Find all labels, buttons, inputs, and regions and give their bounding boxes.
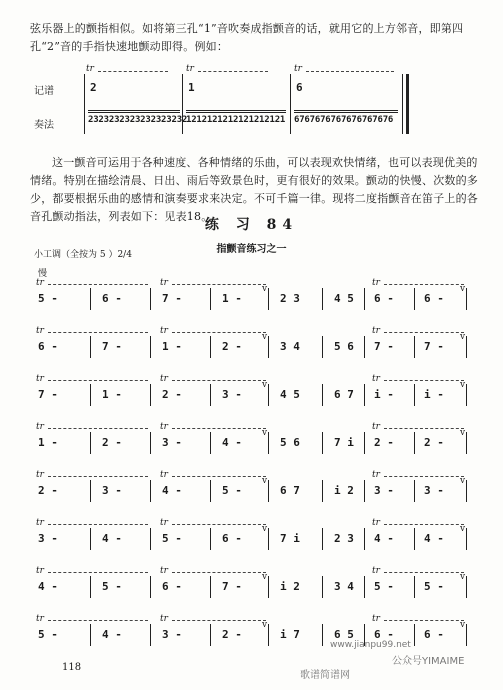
barline <box>150 528 151 550</box>
trill-mark: tr <box>36 518 44 528</box>
written-note: 1 <box>188 81 195 94</box>
barline <box>364 480 365 502</box>
barline <box>414 480 415 502</box>
barline <box>466 336 467 358</box>
trill-line <box>48 524 148 525</box>
trill-mark: tr <box>160 470 168 480</box>
barline <box>268 528 269 550</box>
barline <box>84 74 85 134</box>
barline <box>322 528 323 550</box>
breath-mark: v <box>460 524 466 534</box>
barline <box>414 576 415 598</box>
barline <box>322 624 323 646</box>
barline <box>210 384 211 406</box>
barline <box>90 384 91 406</box>
page-number: 118 <box>62 662 82 673</box>
barline <box>466 624 467 646</box>
measure-notes: 1 - <box>222 292 242 305</box>
measure-notes: 3 - <box>424 484 444 497</box>
barline <box>322 480 323 502</box>
measure-notes: 7 - <box>374 340 394 353</box>
trill-mark: tr <box>160 326 168 336</box>
measure-notes: i - <box>424 388 444 401</box>
played-notes: 1212121212121212121 <box>186 115 286 125</box>
trill-mark: tr <box>372 422 380 432</box>
barline <box>364 432 365 454</box>
trill-mark: tr <box>160 614 168 624</box>
measure-notes: 2 - <box>222 340 242 353</box>
barline <box>268 336 269 358</box>
measure-notes: 7 - <box>38 388 58 401</box>
breath-mark: v <box>460 476 466 486</box>
measure-notes: 3 - <box>162 628 182 641</box>
exercise-title: 练 习 84 <box>204 217 299 233</box>
trill-line <box>48 476 148 477</box>
measure-notes: 4 5 <box>334 292 354 305</box>
measure-notes: 6 - <box>222 532 242 545</box>
trill-mark: tr <box>160 566 168 576</box>
trill-line <box>172 428 266 429</box>
trill-mark: tr <box>36 374 44 384</box>
measure-notes: 6 7 <box>334 388 354 401</box>
measure-notes: 4 - <box>424 532 444 545</box>
breath-mark: v <box>460 620 466 630</box>
barline <box>150 624 151 646</box>
barline <box>90 432 91 454</box>
barline <box>150 576 151 598</box>
barline <box>466 576 467 598</box>
measure-notes: 5 6 <box>334 340 354 353</box>
breath-mark: v <box>262 284 268 294</box>
barline <box>414 432 415 454</box>
barline <box>290 74 291 134</box>
measure-notes: 6 - <box>374 628 394 641</box>
trill-line <box>172 620 266 621</box>
measure-notes: 7 - <box>222 580 242 593</box>
trill-line <box>384 332 464 333</box>
beam <box>294 110 398 111</box>
breath-mark: v <box>460 380 466 390</box>
measure-notes: 6 - <box>374 292 394 305</box>
measure-notes: 7 - <box>162 292 182 305</box>
barline <box>364 288 365 310</box>
trill-line <box>48 380 148 381</box>
played-notes: 6767676767676767676 <box>294 115 394 125</box>
barline <box>90 336 91 358</box>
measure-notes: 4 - <box>374 532 394 545</box>
barline <box>210 432 211 454</box>
trill-line <box>48 284 148 285</box>
trill-line <box>172 524 266 525</box>
barline <box>268 624 269 646</box>
measure-notes: 7 - <box>102 340 122 353</box>
trill-line <box>48 620 148 621</box>
barline <box>90 576 91 598</box>
measure-notes: 4 - <box>102 532 122 545</box>
barline <box>414 384 415 406</box>
trill-mark: tr <box>372 374 380 384</box>
barline <box>322 288 323 310</box>
barline <box>466 480 467 502</box>
barline <box>90 624 91 646</box>
breath-mark: v <box>262 476 268 486</box>
measure-notes: 2 3 <box>334 532 354 545</box>
breath-mark: v <box>262 428 268 438</box>
barline <box>210 624 211 646</box>
barline <box>322 336 323 358</box>
measure-notes: i 7 <box>280 628 300 641</box>
measure-notes: 3 - <box>222 388 242 401</box>
measure-notes: 5 - <box>222 484 242 497</box>
barline <box>414 288 415 310</box>
trill-mark: tr <box>36 278 44 288</box>
barline <box>268 288 269 310</box>
measure-notes: 5 - <box>162 532 182 545</box>
trill-mark: tr <box>160 374 168 384</box>
exercise-subtitle: 指颤音练习之一 <box>216 244 287 255</box>
barline <box>150 480 151 502</box>
body-paragraph: 这一颤音可运用于各种速度、各种情绪的乐曲，可以表现欢快情绪，也可以表现优美的情绪。特别在描绘清晨、日出、雨后等致景色时，更有很好的效果。颤动的快慢、次数的多少，都要根据乐曲的感情和演奏要求来决定。不可千篇一律。现将二度指颤音在笛子上的各音孔颤动指法，列表如下：见表18。 <box>30 156 478 223</box>
measure-notes: 2 - <box>102 436 122 449</box>
barline <box>268 384 269 406</box>
barline <box>364 384 365 406</box>
barline <box>150 336 151 358</box>
trill-line <box>172 332 266 333</box>
trill-mark: tr <box>372 518 380 528</box>
played-notes: 2323232323232323232 <box>88 115 188 125</box>
trill-line <box>384 428 464 429</box>
trill-line <box>48 428 148 429</box>
measure-notes: 5 - <box>38 292 58 305</box>
trill-mark: tr <box>372 470 380 480</box>
beam <box>294 112 398 113</box>
measure-notes: 3 - <box>38 532 58 545</box>
trill-line <box>172 476 266 477</box>
beam <box>88 110 180 111</box>
trill-mark: tr <box>372 278 380 288</box>
measure-notes: i - <box>374 388 394 401</box>
trill-line <box>198 71 268 72</box>
breath-mark: v <box>460 332 466 342</box>
barline <box>414 336 415 358</box>
barline <box>210 480 211 502</box>
measure-notes: 4 - <box>38 580 58 593</box>
breath-mark: v <box>262 380 268 390</box>
trill-line <box>98 71 168 72</box>
measure-notes: 3 - <box>162 436 182 449</box>
barline <box>90 480 91 502</box>
trill-mark: tr <box>160 518 168 528</box>
trill-line <box>172 284 266 285</box>
barline <box>210 288 211 310</box>
barline <box>414 624 415 646</box>
measure-notes: 2 - <box>222 628 242 641</box>
measure-notes: 6 - <box>424 628 444 641</box>
measure-notes: i 2 <box>280 580 300 593</box>
measure-notes: 3 - <box>374 484 394 497</box>
label-written: 记谱 <box>34 86 54 97</box>
trill-line <box>172 572 266 573</box>
measure-notes: 5 - <box>38 628 58 641</box>
measure-notes: 2 - <box>424 436 444 449</box>
measure-notes: 3 4 <box>280 340 300 353</box>
measure-notes: 6 7 <box>280 484 300 497</box>
barline <box>210 576 211 598</box>
measure-notes: 6 - <box>424 292 444 305</box>
barline <box>150 432 151 454</box>
breath-mark: v <box>460 284 466 294</box>
trill-line <box>172 380 266 381</box>
barline <box>364 528 365 550</box>
barline <box>182 74 183 134</box>
trill-mark: tr <box>86 64 94 74</box>
barline <box>414 528 415 550</box>
barline <box>402 74 403 134</box>
barline <box>466 432 467 454</box>
barline <box>466 528 467 550</box>
measure-notes: 5 - <box>102 580 122 593</box>
measure-notes: 2 - <box>38 484 58 497</box>
tempo-mark: 慢 <box>38 269 48 279</box>
barline <box>150 288 151 310</box>
trill-mark: tr <box>36 566 44 576</box>
key-signature: 小工调（全按为 5 ）2/4 <box>34 250 132 260</box>
measure-notes: 2 3 <box>280 292 300 305</box>
measure-notes: 6 - <box>102 292 122 305</box>
trill-line <box>306 71 394 72</box>
breath-mark: v <box>262 572 268 582</box>
trill-mark: tr <box>372 566 380 576</box>
measure-notes: 2 - <box>374 436 394 449</box>
barline <box>322 576 323 598</box>
barline <box>90 288 91 310</box>
trill-mark: tr <box>186 64 194 74</box>
barline <box>364 336 365 358</box>
barline <box>322 432 323 454</box>
barline <box>268 480 269 502</box>
measure-notes: 7 i <box>334 436 354 449</box>
barline <box>268 432 269 454</box>
measure-notes: 4 5 <box>280 388 300 401</box>
breath-mark: v <box>262 524 268 534</box>
measure-notes: 2 - <box>162 388 182 401</box>
barline <box>210 336 211 358</box>
trill-mark: tr <box>36 422 44 432</box>
measure-notes: 4 - <box>162 484 182 497</box>
measure-notes: 1 - <box>162 340 182 353</box>
final-barline <box>406 74 409 134</box>
watermark-account: 公众号YIMAIME <box>392 656 465 667</box>
measure-notes: 6 5 <box>334 628 354 641</box>
barline <box>268 576 269 598</box>
written-note: 6 <box>296 81 303 94</box>
trill-line <box>384 284 464 285</box>
trill-mark: tr <box>372 326 380 336</box>
measure-notes: 1 - <box>38 436 58 449</box>
watermark-site: 歌谱简谱网 <box>300 670 350 681</box>
measure-notes: 4 - <box>222 436 242 449</box>
barline <box>466 288 467 310</box>
breath-mark: v <box>460 428 466 438</box>
barline <box>210 528 211 550</box>
intro-paragraph: 弦乐器上的颤指相似。如将第三孔“1”音吹奏成指颤音的话，就用它的上方邻音，即第四孔“2”音的手指快速地颤动即得。例如： <box>30 22 464 53</box>
watermark-url: www.jianpu99.net <box>330 640 411 650</box>
barline <box>466 384 467 406</box>
breath-mark: v <box>460 572 466 582</box>
beam <box>186 112 286 113</box>
label-played: 奏法 <box>34 120 54 131</box>
measure-notes: 6 - <box>162 580 182 593</box>
measure-notes: 3 - <box>102 484 122 497</box>
breath-mark: v <box>262 332 268 342</box>
measure-notes: 7 i <box>280 532 300 545</box>
trill-mark: tr <box>36 326 44 336</box>
measure-notes: 4 - <box>102 628 122 641</box>
trill-mark: tr <box>372 614 380 624</box>
trill-mark: tr <box>36 614 44 624</box>
barline <box>364 576 365 598</box>
measure-notes: 5 6 <box>280 436 300 449</box>
barline <box>150 384 151 406</box>
measure-notes: 5 - <box>424 580 444 593</box>
written-note: 2 <box>90 81 97 94</box>
measure-notes: i 2 <box>334 484 354 497</box>
trill-line <box>48 572 148 573</box>
barline <box>90 528 91 550</box>
trill-line <box>384 524 464 525</box>
measure-notes: 6 - <box>38 340 58 353</box>
barline <box>322 384 323 406</box>
trill-mark: tr <box>36 470 44 480</box>
trill-line <box>384 380 464 381</box>
trill-mark: tr <box>160 278 168 288</box>
trill-line <box>384 476 464 477</box>
breath-mark: v <box>262 620 268 630</box>
beam <box>186 110 286 111</box>
trill-line <box>384 620 464 621</box>
measure-notes: 3 4 <box>334 580 354 593</box>
measure-notes: 5 - <box>374 580 394 593</box>
trill-line <box>384 572 464 573</box>
beam <box>88 112 180 113</box>
measure-notes: 1 - <box>102 388 122 401</box>
trill-line <box>48 332 148 333</box>
trill-mark: tr <box>294 64 302 74</box>
trill-mark: tr <box>160 422 168 432</box>
measure-notes: 7 - <box>424 340 444 353</box>
